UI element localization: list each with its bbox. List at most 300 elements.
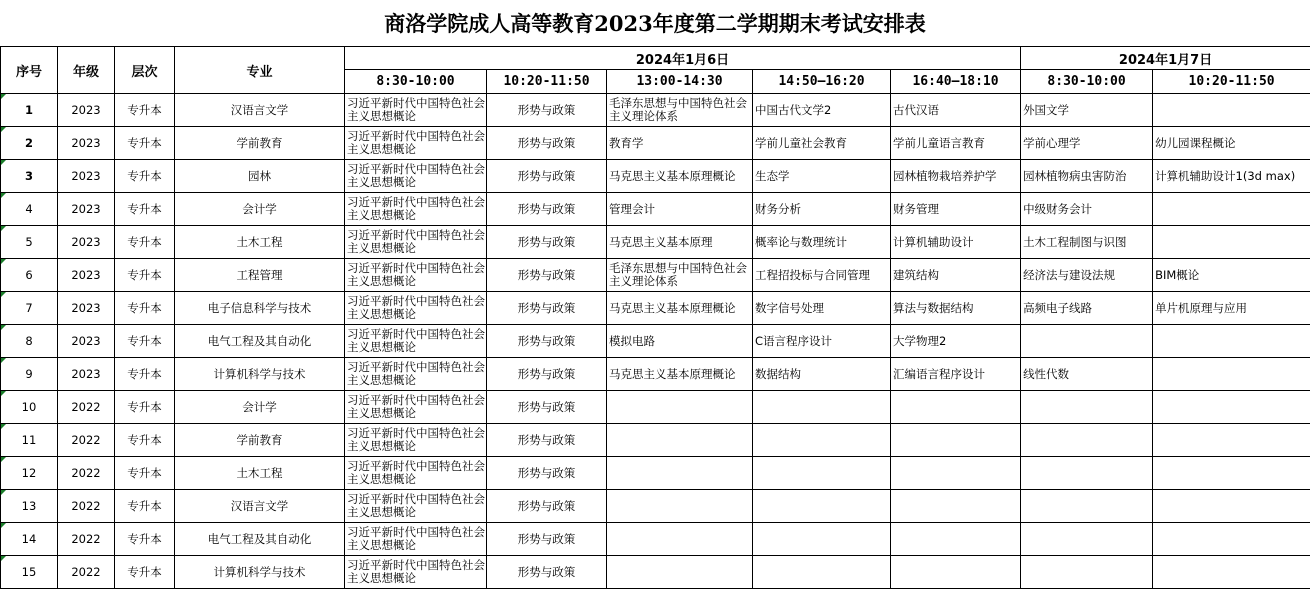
cell-exam[interactable] (891, 94, 1021, 127)
cell-index[interactable] (1, 94, 58, 127)
header-index: 序号 (1, 47, 58, 94)
cell-exam[interactable] (345, 160, 487, 193)
cell-index[interactable] (1, 391, 58, 424)
cell-level[interactable] (115, 457, 175, 490)
table-row (1, 226, 1310, 259)
cell-grade-text: 2022 (71, 499, 101, 513)
cell-exam-text: 高频电子线路 (1023, 300, 1093, 315)
cell-exam[interactable] (1021, 358, 1153, 391)
cell-exam-text: 学前儿童社会教育 (755, 135, 847, 150)
cell-index[interactable] (1, 457, 58, 490)
header-slot: 13:00-14:30 (607, 70, 753, 94)
cell-grade-text: 2023 (71, 235, 101, 249)
table-row (1, 424, 1310, 457)
cell-exam-text: 习近平新时代中国特色社会主义思想概论 (347, 327, 485, 354)
cell-exam-text: 习近平新时代中国特色社会主义思想概论 (347, 492, 485, 519)
cell-exam[interactable] (607, 358, 753, 391)
cell-exam-text: 汇编语言程序设计 (893, 366, 985, 381)
table-row (1, 94, 1310, 127)
cell-level[interactable] (115, 127, 175, 160)
cell-exam-text: 形势与政策 (517, 465, 576, 480)
cell-index-text: 7 (25, 301, 33, 315)
table-body (1, 94, 1310, 589)
cell-level-text: 专升本 (127, 202, 162, 216)
cell-exam[interactable] (753, 424, 891, 457)
cell-major-text: 电气工程及其自动化 (207, 334, 312, 348)
cell-grade-text: 2022 (71, 433, 101, 447)
cell-exam[interactable] (607, 193, 753, 226)
cell-index[interactable] (1, 523, 58, 556)
cell-level[interactable] (115, 94, 175, 127)
cell-grade[interactable] (58, 490, 115, 523)
cell-index[interactable] (1, 358, 58, 391)
cell-exam[interactable] (891, 523, 1021, 556)
cell-index[interactable] (1, 226, 58, 259)
cell-grade[interactable] (58, 160, 115, 193)
cell-major[interactable] (175, 523, 345, 556)
cell-exam[interactable] (753, 193, 891, 226)
cell-exam-text: 数字信号处理 (755, 300, 824, 315)
cell-major[interactable] (175, 391, 345, 424)
cell-index-text: 1 (24, 103, 33, 117)
cell-exam[interactable] (487, 226, 607, 259)
cell-major-text: 学前教育 (236, 433, 283, 447)
cell-level[interactable] (115, 523, 175, 556)
cell-exam[interactable] (1021, 457, 1153, 490)
cell-exam-text: 马克思主义基本原理概论 (609, 366, 736, 381)
cell-exam[interactable] (487, 556, 607, 589)
cell-index-text: 14 (21, 532, 37, 546)
cell-index-text: 3 (24, 169, 33, 183)
cell-exam-text: 形势与政策 (517, 168, 576, 183)
cell-exam[interactable] (753, 358, 891, 391)
cell-exam-text: 形势与政策 (517, 300, 576, 315)
cell-exam-text: 管理会计 (609, 201, 655, 216)
cell-exam[interactable] (753, 325, 891, 358)
cell-index-text: 15 (21, 565, 37, 579)
cell-major[interactable] (175, 457, 345, 490)
cell-exam[interactable] (345, 358, 487, 391)
cell-level-text: 专升本 (127, 433, 162, 447)
cell-exam-text: 习近平新时代中国特色社会主义思想概论 (347, 195, 485, 222)
cell-exam-text: 习近平新时代中国特色社会主义思想概论 (347, 129, 485, 156)
cell-exam[interactable] (1021, 226, 1153, 259)
cell-level-text: 专升本 (127, 268, 162, 282)
cell-exam[interactable] (487, 523, 607, 556)
cell-exam-text: 习近平新时代中国特色社会主义思想概论 (347, 525, 485, 552)
cell-exam[interactable] (891, 358, 1021, 391)
cell-exam[interactable] (607, 226, 753, 259)
cell-exam[interactable] (891, 292, 1021, 325)
cell-exam[interactable] (607, 127, 753, 160)
cell-major[interactable] (175, 94, 345, 127)
cell-exam[interactable] (891, 424, 1021, 457)
cell-exam[interactable] (345, 94, 487, 127)
cell-major-text: 汉语言文学 (230, 103, 289, 117)
cell-exam-text: 算法与数据结构 (893, 300, 974, 315)
cell-grade-text: 2022 (71, 565, 101, 579)
cell-grade[interactable] (58, 358, 115, 391)
table-row (1, 325, 1310, 358)
cell-exam-text: 大学物理2 (893, 333, 947, 348)
cell-exam[interactable] (607, 259, 753, 292)
cell-exam[interactable] (345, 490, 487, 523)
cell-major-text: 汉语言文学 (230, 499, 289, 513)
cell-exam-text: 经济法与建设法规 (1023, 267, 1116, 282)
cell-exam[interactable] (1153, 127, 1310, 160)
cell-index[interactable] (1, 292, 58, 325)
cell-grade[interactable] (58, 391, 115, 424)
cell-level-text: 专升本 (127, 169, 162, 183)
header-slot: 14:50—16:20 (753, 70, 891, 94)
cell-exam[interactable] (345, 523, 487, 556)
cell-exam[interactable] (1021, 490, 1153, 523)
cell-exam[interactable] (487, 127, 607, 160)
cell-exam[interactable] (345, 193, 487, 226)
header-slot: 10:20-11:50 (487, 70, 607, 94)
cell-major-text: 电气工程及其自动化 (207, 532, 312, 546)
cell-index-text: 8 (25, 334, 33, 348)
cell-level[interactable] (115, 259, 175, 292)
cell-exam-text: 形势与政策 (517, 498, 576, 513)
cell-grade-text: 2023 (71, 103, 101, 117)
cell-grade[interactable] (58, 457, 115, 490)
header-grade: 年级 (58, 47, 115, 94)
cell-exam[interactable] (1153, 391, 1310, 424)
cell-exam[interactable] (1021, 523, 1153, 556)
table-row (1, 391, 1310, 424)
cell-major[interactable] (175, 292, 345, 325)
cell-exam-text: 形势与政策 (517, 531, 576, 546)
cell-level[interactable] (115, 358, 175, 391)
cell-index[interactable] (1, 490, 58, 523)
header-date-day2: 2024年1月7日 (1021, 47, 1310, 70)
cell-exam-text: 习近平新时代中国特色社会主义思想概论 (347, 228, 485, 255)
cell-exam[interactable] (345, 424, 487, 457)
cell-exam[interactable] (891, 127, 1021, 160)
cell-exam[interactable] (891, 391, 1021, 424)
cell-level[interactable] (115, 292, 175, 325)
cell-grade[interactable] (58, 325, 115, 358)
cell-exam[interactable] (345, 292, 487, 325)
cell-exam[interactable] (345, 556, 487, 589)
cell-exam[interactable] (1153, 457, 1310, 490)
cell-exam[interactable] (753, 556, 891, 589)
sheet-title: 商洛学院成人高等教育2023年度第二学期期末考试安排表 (0, 0, 1310, 47)
cell-index-text: 9 (25, 367, 33, 381)
cell-exam[interactable] (607, 94, 753, 127)
cell-grade-text: 2023 (71, 136, 101, 150)
cell-exam[interactable] (607, 160, 753, 193)
cell-exam-text: 形势与政策 (517, 201, 576, 216)
cell-exam[interactable] (753, 292, 891, 325)
cell-level[interactable] (115, 160, 175, 193)
cell-exam-text: 形势与政策 (517, 432, 576, 447)
cell-exam-text: 学前心理学 (1023, 135, 1081, 150)
cell-exam-text: 习近平新时代中国特色社会主义思想概论 (347, 294, 485, 321)
cell-exam[interactable] (1153, 490, 1310, 523)
cell-major-text: 土木工程 (236, 466, 283, 480)
cell-exam[interactable] (891, 457, 1021, 490)
cell-exam[interactable] (487, 325, 607, 358)
cell-exam[interactable] (1153, 556, 1310, 589)
cell-exam-text: 形势与政策 (517, 333, 576, 348)
cell-exam[interactable] (1153, 325, 1310, 358)
cell-grade[interactable] (58, 424, 115, 457)
cell-exam-text: 中国古代文学2 (755, 102, 832, 117)
cell-exam-text: 形势与政策 (517, 234, 576, 249)
header-slot: 16:40—18:10 (891, 70, 1021, 94)
cell-major[interactable] (175, 127, 345, 160)
cell-exam[interactable] (753, 160, 891, 193)
cell-major-text: 学前教育 (236, 136, 283, 150)
cell-major[interactable] (175, 490, 345, 523)
cell-exam-text: 古代汉语 (893, 102, 939, 117)
cell-exam-text: 教育学 (609, 135, 644, 150)
cell-grade[interactable] (58, 523, 115, 556)
table-row (1, 292, 1310, 325)
cell-level[interactable] (115, 193, 175, 226)
cell-major[interactable] (175, 259, 345, 292)
cell-major[interactable] (175, 358, 345, 391)
cell-exam[interactable] (1021, 556, 1153, 589)
cell-exam[interactable] (1153, 193, 1310, 226)
cell-exam[interactable] (345, 226, 487, 259)
cell-exam[interactable] (1153, 358, 1310, 391)
cell-major-text: 电子信息科学与技术 (207, 301, 312, 315)
cell-level-text: 专升本 (127, 103, 162, 117)
cell-exam[interactable] (487, 259, 607, 292)
cell-exam-text: 建筑结构 (893, 267, 939, 282)
cell-exam[interactable] (753, 127, 891, 160)
cell-grade-text: 2022 (71, 466, 101, 480)
cell-level-text: 专升本 (127, 367, 162, 381)
cell-index[interactable] (1, 127, 58, 160)
cell-exam[interactable] (607, 523, 753, 556)
cell-level[interactable] (115, 391, 175, 424)
cell-exam-text: 财务管理 (893, 201, 939, 216)
cell-level[interactable] (115, 490, 175, 523)
cell-exam[interactable] (1153, 292, 1310, 325)
cell-exam-text: 形势与政策 (517, 399, 576, 414)
cell-grade-text: 2022 (71, 532, 101, 546)
cell-exam[interactable] (1153, 94, 1310, 127)
cell-index-text: 6 (25, 268, 33, 282)
cell-index-text: 13 (21, 499, 37, 513)
cell-exam[interactable] (607, 556, 753, 589)
cell-exam-text: 习近平新时代中国特色社会主义思想概论 (347, 393, 485, 420)
cell-exam-text: 形势与政策 (517, 267, 576, 282)
cell-exam[interactable] (487, 457, 607, 490)
cell-exam[interactable] (1021, 292, 1153, 325)
table-row (1, 556, 1310, 589)
cell-exam-text: 园林植物栽培养护学 (893, 168, 997, 183)
cell-major[interactable] (175, 160, 345, 193)
cell-exam[interactable] (487, 358, 607, 391)
cell-exam-text: 幼儿园课程概论 (1155, 135, 1236, 150)
cell-major-text: 计算机科学与技术 (213, 367, 306, 381)
cell-exam-text: 中级财务会计 (1023, 201, 1093, 216)
cell-level[interactable] (115, 424, 175, 457)
cell-exam[interactable] (487, 94, 607, 127)
cell-exam[interactable] (891, 226, 1021, 259)
cell-exam-text: 概率论与数理统计 (755, 234, 847, 249)
cell-exam-text: 计算机辅助设计1(3d max) (1155, 168, 1296, 183)
cell-exam-text: 马克思主义基本原理 (609, 234, 713, 249)
cell-exam[interactable] (753, 523, 891, 556)
cell-major-text: 园林 (248, 169, 271, 183)
cell-exam[interactable] (1021, 259, 1153, 292)
table-row (1, 127, 1310, 160)
cell-exam-text: 财务分析 (755, 201, 801, 216)
header-slot: 8:30-10:00 (345, 70, 487, 94)
cell-exam[interactable] (607, 325, 753, 358)
cell-grade[interactable] (58, 127, 115, 160)
cell-level-text: 专升本 (127, 565, 162, 579)
cell-grade[interactable] (58, 94, 115, 127)
cell-major[interactable] (175, 325, 345, 358)
cell-exam-text: 习近平新时代中国特色社会主义思想概论 (347, 261, 485, 288)
cell-exam[interactable] (345, 391, 487, 424)
cell-exam[interactable] (1021, 193, 1153, 226)
cell-exam[interactable] (753, 391, 891, 424)
cell-exam[interactable] (753, 457, 891, 490)
cell-exam-text: 毛泽东思想与中国特色社会主义理论体系 (609, 261, 747, 288)
cell-exam[interactable] (607, 490, 753, 523)
cell-exam-text: BIM概论 (1155, 267, 1200, 282)
cell-exam-text: 习近平新时代中国特色社会主义思想概论 (347, 459, 485, 486)
cell-exam[interactable] (1153, 160, 1310, 193)
cell-major-text: 计算机科学与技术 (213, 565, 306, 579)
cell-exam[interactable] (1021, 160, 1153, 193)
cell-exam[interactable] (487, 193, 607, 226)
cell-exam[interactable] (607, 424, 753, 457)
cell-exam[interactable] (607, 292, 753, 325)
cell-exam[interactable] (891, 325, 1021, 358)
cell-exam[interactable] (891, 259, 1021, 292)
cell-exam[interactable] (607, 457, 753, 490)
cell-exam-text: 数据结构 (755, 366, 801, 381)
cell-major[interactable] (175, 193, 345, 226)
cell-grade[interactable] (58, 292, 115, 325)
cell-grade[interactable] (58, 259, 115, 292)
cell-exam[interactable] (1021, 127, 1153, 160)
cell-exam-text: 形势与政策 (517, 102, 576, 117)
cell-index-text: 5 (25, 235, 33, 249)
table-row (1, 358, 1310, 391)
header-major: 专业 (175, 47, 345, 94)
cell-index-text: 2 (24, 136, 33, 150)
cell-exam-text: 形势与政策 (517, 135, 576, 150)
header-slot: 8:30-10:00 (1021, 70, 1153, 94)
cell-exam[interactable] (753, 259, 891, 292)
cell-exam-text: 工程招投标与合同管理 (755, 267, 870, 282)
cell-exam-text: 形势与政策 (517, 366, 576, 381)
cell-level-text: 专升本 (127, 334, 162, 348)
cell-grade-text: 2023 (71, 334, 101, 348)
cell-major-text: 工程管理 (236, 268, 283, 282)
cell-level-text: 专升本 (127, 301, 162, 315)
table-row (1, 490, 1310, 523)
cell-grade-text: 2023 (71, 169, 101, 183)
cell-index[interactable] (1, 193, 58, 226)
cell-exam[interactable] (1021, 424, 1153, 457)
cell-exam[interactable] (753, 490, 891, 523)
cell-index[interactable] (1, 160, 58, 193)
cell-exam[interactable] (753, 226, 891, 259)
cell-exam-text: 园林植物病虫害防治 (1023, 168, 1127, 183)
cell-exam[interactable] (891, 160, 1021, 193)
cell-index-text: 11 (21, 433, 37, 447)
cell-index[interactable] (1, 325, 58, 358)
cell-exam[interactable] (487, 490, 607, 523)
cell-level[interactable] (115, 556, 175, 589)
cell-exam-text: 马克思主义基本原理概论 (609, 300, 736, 315)
cell-index[interactable] (1, 424, 58, 457)
cell-level-text: 专升本 (127, 136, 162, 150)
cell-grade-text: 2023 (71, 268, 101, 282)
cell-exam[interactable] (1153, 259, 1310, 292)
cell-level-text: 专升本 (127, 532, 162, 546)
cell-exam[interactable] (487, 424, 607, 457)
cell-major[interactable] (175, 226, 345, 259)
cell-exam[interactable] (891, 193, 1021, 226)
cell-level-text: 专升本 (127, 235, 162, 249)
exam-schedule-table (0, 46, 1310, 589)
cell-grade[interactable] (58, 556, 115, 589)
cell-exam[interactable] (1153, 226, 1310, 259)
cell-index-text: 4 (25, 202, 33, 216)
cell-exam-text: C语言程序设计 (755, 333, 833, 348)
table-row (1, 160, 1310, 193)
cell-grade-text: 2022 (71, 400, 101, 414)
cell-exam[interactable] (1153, 424, 1310, 457)
cell-grade[interactable] (58, 193, 115, 226)
table-row (1, 457, 1310, 490)
cell-level[interactable] (115, 325, 175, 358)
cell-grade-text: 2023 (71, 301, 101, 315)
cell-exam[interactable] (1021, 391, 1153, 424)
cell-exam[interactable] (891, 556, 1021, 589)
cell-exam[interactable] (487, 391, 607, 424)
cell-level-text: 专升本 (127, 466, 162, 480)
cell-exam[interactable] (487, 292, 607, 325)
cell-exam[interactable] (1021, 325, 1153, 358)
cell-exam[interactable] (607, 391, 753, 424)
cell-level[interactable] (115, 226, 175, 259)
cell-exam[interactable] (891, 490, 1021, 523)
cell-major[interactable] (175, 424, 345, 457)
cell-major[interactable] (175, 556, 345, 589)
cell-exam[interactable] (753, 94, 891, 127)
cell-exam[interactable] (487, 160, 607, 193)
cell-exam[interactable] (345, 127, 487, 160)
cell-exam-text: 线性代数 (1023, 366, 1070, 381)
cell-exam-text: 习近平新时代中国特色社会主义思想概论 (347, 360, 485, 387)
table-row (1, 193, 1310, 226)
cell-exam[interactable] (345, 325, 487, 358)
cell-exam[interactable] (345, 457, 487, 490)
cell-index-text: 10 (21, 400, 37, 414)
cell-index[interactable] (1, 556, 58, 589)
cell-exam[interactable] (345, 259, 487, 292)
cell-index[interactable] (1, 259, 58, 292)
cell-exam-text: 学前儿童语言教育 (893, 135, 985, 150)
cell-exam[interactable] (1153, 523, 1310, 556)
cell-exam[interactable] (1021, 94, 1153, 127)
cell-exam-text: 毛泽东思想与中国特色社会主义理论体系 (609, 96, 747, 123)
cell-grade[interactable] (58, 226, 115, 259)
